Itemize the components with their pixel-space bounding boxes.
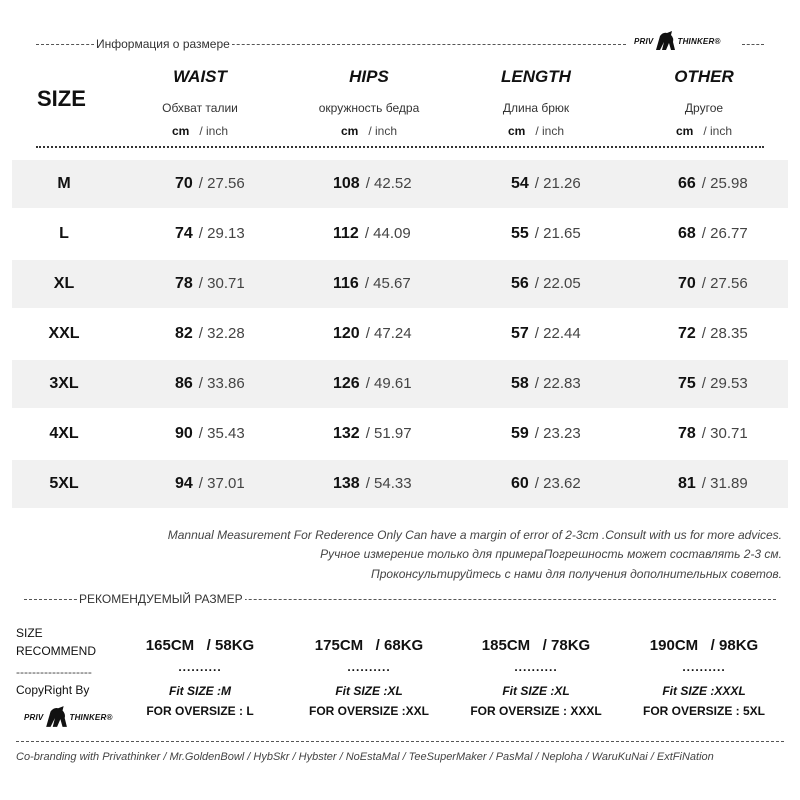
length-value: 57 / 22.44 bbox=[511, 325, 581, 342]
table-row-m bbox=[12, 160, 788, 208]
header-dash-line-right bbox=[742, 44, 764, 45]
table-row-xl bbox=[12, 260, 788, 308]
column-title-en: HIPS bbox=[349, 67, 389, 86]
recommend-title: РЕКОМЕНДУЕМЫЙ РАЗМЕР bbox=[79, 592, 243, 606]
other-value: 70 / 27.56 bbox=[678, 275, 748, 292]
other-value: 66 / 25.98 bbox=[678, 175, 748, 192]
consult-note-ru: Проконсультируйтесь с нами для получения дополнительных советов. bbox=[371, 567, 782, 581]
brand-logo-bottom bbox=[24, 705, 113, 729]
waist-value: 78 / 30.71 bbox=[175, 275, 245, 292]
fit-size: Fit SIZE :XL bbox=[502, 684, 570, 698]
recommend-item-185 bbox=[451, 637, 621, 718]
oversize: FOR OVERSIZE : L bbox=[146, 704, 254, 718]
unit-inch: / inch bbox=[535, 124, 565, 138]
table-row-l bbox=[12, 210, 788, 258]
other-value: 68 / 26.77 bbox=[678, 225, 748, 242]
hips-value: 126 / 49.61 bbox=[333, 375, 412, 392]
column-units bbox=[284, 124, 454, 138]
brand-logo-left-text: PRIV bbox=[634, 36, 654, 46]
measurement-note-en: Mannual Measurement For Rederence Only Can have a margin of error of 2-3cm .Consult with us for more advices. bbox=[167, 528, 782, 542]
length-value: 56 / 22.05 bbox=[511, 275, 581, 292]
unit-inch: / inch bbox=[703, 124, 733, 138]
column-title-en: OTHER bbox=[674, 67, 734, 86]
table-row-3xl bbox=[12, 360, 788, 408]
other-value: 78 / 30.71 bbox=[678, 425, 748, 442]
brand-logo-right-text: THINKER® bbox=[69, 712, 113, 722]
other-value: 72 / 28.35 bbox=[678, 325, 748, 342]
waist-value: 70 / 27.56 bbox=[175, 175, 245, 192]
table-row-4xl bbox=[12, 410, 788, 458]
fit-size: Fit SIZE :XL bbox=[335, 684, 403, 698]
unit-cm: cm bbox=[507, 124, 526, 138]
length-value: 54 / 21.26 bbox=[511, 175, 581, 192]
hips-value: 120 / 47.24 bbox=[333, 325, 412, 342]
table-row-5xl bbox=[12, 460, 788, 508]
column-title-ru: окружность бедра bbox=[318, 101, 420, 115]
column-header-hips bbox=[284, 67, 454, 138]
column-header-other bbox=[619, 67, 789, 138]
length-value: 59 / 23.23 bbox=[511, 425, 581, 442]
panther-logo-icon bbox=[654, 30, 676, 52]
oversize: FOR OVERSIZE :XXL bbox=[308, 704, 429, 718]
column-title-ru: Обхват талии bbox=[162, 101, 238, 115]
size-column-heading: SIZE bbox=[37, 86, 86, 111]
column-title-en: LENGTH bbox=[501, 67, 571, 86]
column-units bbox=[115, 124, 285, 138]
measurement-note-ru: Ручное измерение только для примераПогрешность может составлять 2-3 см. bbox=[320, 547, 782, 561]
waist-value: 94 / 37.01 bbox=[175, 475, 245, 492]
hips-value: 112 / 44.09 bbox=[333, 225, 411, 242]
row-size-label: 5XL bbox=[49, 475, 79, 492]
column-units bbox=[451, 124, 621, 138]
column-title-ru: Другое bbox=[684, 101, 724, 115]
header-dotted-divider bbox=[36, 146, 764, 148]
height-weight: 185CM / 78KG bbox=[481, 637, 591, 654]
brand-logo-right-text: THINKER® bbox=[677, 36, 721, 46]
recommend-item-190 bbox=[619, 637, 789, 718]
column-title-en: WAIST bbox=[173, 67, 227, 86]
row-size-label: L bbox=[59, 225, 69, 242]
hips-value: 138 / 54.33 bbox=[333, 475, 412, 492]
column-title-ru: Длина брюк bbox=[502, 101, 570, 115]
dots: .......... bbox=[514, 660, 558, 674]
other-value: 81 / 31.89 bbox=[678, 475, 748, 492]
size-recommend-label-2: RECOMMEND bbox=[16, 644, 96, 658]
row-size-label: M bbox=[57, 175, 71, 192]
unit-inch: / inch bbox=[199, 124, 229, 138]
height-weight: 165CM / 58KG bbox=[145, 637, 255, 654]
row-size-label: 3XL bbox=[49, 375, 79, 392]
bottom-dash-line bbox=[16, 741, 784, 742]
row-size-label: XXL bbox=[48, 325, 80, 342]
unit-cm: cm bbox=[171, 124, 190, 138]
fit-size: Fit SIZE :M bbox=[169, 684, 231, 698]
unit-cm: cm bbox=[340, 124, 359, 138]
dots: .......... bbox=[682, 660, 726, 674]
label-dashes: ------------------- bbox=[16, 665, 92, 679]
unit-inch: / inch bbox=[368, 124, 398, 138]
unit-cm: cm bbox=[675, 124, 694, 138]
size-recommend-label-1: SIZE bbox=[16, 626, 43, 640]
dots: .......... bbox=[347, 660, 391, 674]
hips-value: 108 / 42.52 bbox=[333, 175, 412, 192]
copyright-label: CopyRight By bbox=[16, 683, 90, 697]
brand-logo-left-text: PRIV bbox=[24, 712, 44, 722]
length-value: 55 / 21.65 bbox=[511, 225, 581, 242]
height-weight: 190CM / 98KG bbox=[649, 637, 759, 654]
hips-value: 132 / 51.97 bbox=[333, 425, 412, 442]
column-header-length bbox=[451, 67, 621, 138]
column-header-waist bbox=[115, 67, 285, 138]
waist-value: 86 / 33.86 bbox=[175, 375, 245, 392]
oversize: FOR OVERSIZE : XXXL bbox=[470, 704, 602, 718]
hips-value: 116 / 45.67 bbox=[333, 275, 411, 292]
waist-value: 82 / 32.28 bbox=[175, 325, 245, 342]
row-size-label: XL bbox=[53, 275, 75, 292]
height-weight: 175CM / 68KG bbox=[314, 637, 424, 654]
waist-value: 90 / 35.43 bbox=[175, 425, 245, 442]
other-value: 75 / 29.53 bbox=[678, 375, 748, 392]
size-info-title: Информация о размере bbox=[96, 37, 230, 51]
dots: .......... bbox=[178, 660, 222, 674]
brand-logo-top bbox=[634, 30, 721, 52]
length-value: 60 / 23.62 bbox=[511, 475, 581, 492]
fit-size: Fit SIZE :XXXL bbox=[662, 684, 746, 698]
recommend-item-165 bbox=[115, 637, 285, 718]
oversize: FOR OVERSIZE : 5XL bbox=[642, 704, 765, 718]
panther-logo-icon bbox=[44, 705, 68, 729]
column-units bbox=[619, 124, 789, 138]
table-row-xxl bbox=[12, 310, 788, 358]
row-size-label: 4XL bbox=[49, 425, 79, 442]
length-value: 58 / 22.83 bbox=[511, 375, 581, 392]
recommend-item-175 bbox=[284, 637, 454, 718]
cobranding-text: Co-branding with Privathinker / Mr.GoldenBowl / HybSkr / Hybster / NoEstaMal / TeeSuperMaker / PasMal / Neploha / WaruKuNai / ExtFiNation bbox=[16, 751, 714, 763]
waist-value: 74 / 29.13 bbox=[175, 225, 245, 242]
